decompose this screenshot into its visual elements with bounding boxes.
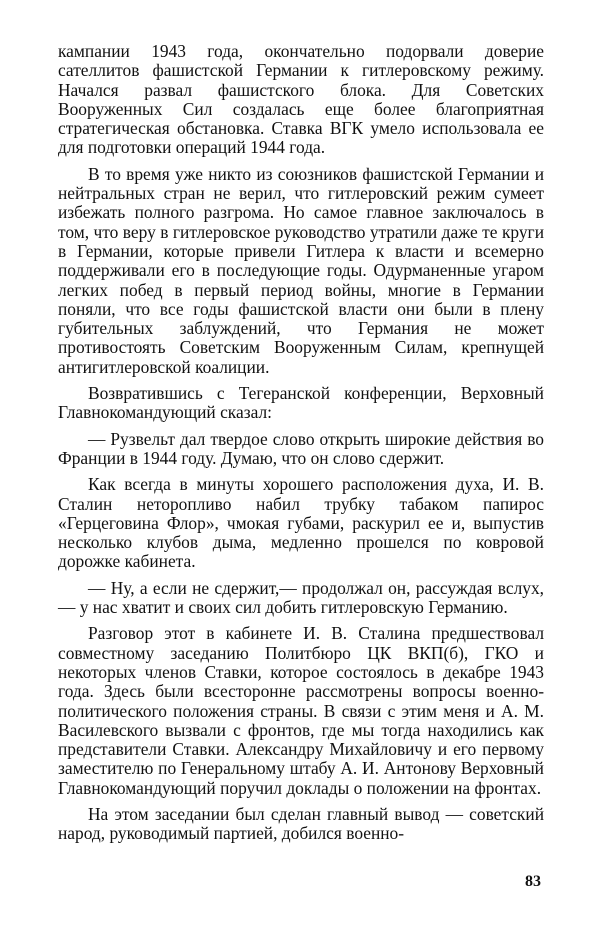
paragraph-7: Разговор этот в кабинете И. В. Сталина предшествовал совместному заседанию Политбюро ЦК ВКП(б), ГКО и некоторых членов Ставки, которое состоялось в декабре 1943 года. Здесь были всесторонне рассмотрены вопросы военно-политического положения страны. В связи с этим меня и А. М. Василевского вызвали с фронтов, где мы тогда находились как представители Ставки. Александру Михайловичу и его первому заместителю по Генеральному штабу А. И. Антонову Верховный Главнокомандующий поручил доклады о положении на фронтах.	[58, 623, 544, 798]
paragraph-2: В то время уже никто из союзников фашистской Германии и нейтральных стран не верил, что гитлеровский режим сумеет избежать полного разгрома. Но самое главное заключалось в том, что веру в гитлеровское руководство утратили даже те круги в Германии, которые привели Гитлера к власти и всемерно поддерживали его в последующие годы. Одурманенные угаром легких побед в первый период войны, многие в Германии поняли, что все годы фашистской власти они были в плену губительных заблуждений, что Германия не может противостоять Советским Вооруженным Силам, крепнущей антигитлеровской коалиции.	[58, 163, 544, 377]
paragraph-4: — Рузвельт дал твердое слово открыть широкие действия во Франции в 1944 году. Думаю, что он слово сдержит.	[58, 428, 544, 468]
paragraph-1: кампании 1943 года, окончательно подорвали доверие сателлитов фашистской Германии к гитлеровскому режиму. Начался развал фашистского блока. Для Советских Вооруженных Сил создалась еще более благоприятная стратегическая обстановка. Ставка ВГК умело использовала ее для подготовки операций 1944 года.	[58, 41, 544, 158]
paragraph-5: Как всегда в минуты хорошего расположения духа, И. В. Сталин неторопливо набил трубку табаком папирос «Герцеговина Флор», чмокая губами, раскурил ее и, выпустив несколько клубов дыма, медленно прошелся по ковровой дорожке кабинета.	[58, 474, 544, 572]
paragraph-6: — Ну, а если не сдержит,— продолжал он, рассуждая вслух,— у нас хватит и своих сил добить гитлеровскую Германию.	[58, 577, 544, 618]
paragraph-8: На этом заседании был сделан главный вывод — советский народ, руководимый партией, добился военно-	[58, 803, 544, 844]
document-body	[58, 42, 544, 851]
paragraph-3: Возвратившись с Тегеранской конференции, Верховный Главнокомандующий сказал:	[58, 383, 544, 423]
page-number: 83	[525, 873, 541, 890]
